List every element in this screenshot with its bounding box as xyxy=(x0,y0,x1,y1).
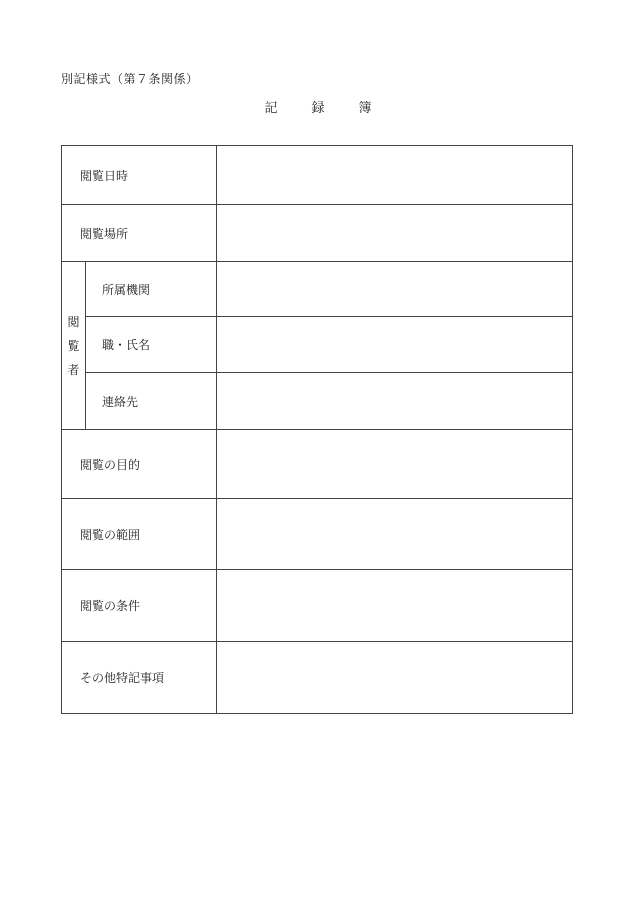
form-style-label: 別記様式（第７条関係） xyxy=(61,72,199,86)
record-table xyxy=(61,145,573,714)
row-label-position-name: 職・氏名 xyxy=(86,317,217,373)
viewer-group-char: 者 xyxy=(67,362,80,377)
field-viewing-place[interactable] xyxy=(217,205,573,262)
field-position-name[interactable] xyxy=(217,317,573,373)
title-char: 録 xyxy=(311,101,325,116)
row-label-viewing-datetime: 閲覧日時 xyxy=(62,146,217,205)
title-char: 簿 xyxy=(358,101,372,116)
field-conditions[interactable] xyxy=(217,570,573,642)
table-row xyxy=(62,146,573,205)
row-label-conditions: 閲覧の条件 xyxy=(62,570,217,642)
row-label-viewing-place: 閲覧場所 xyxy=(62,205,217,262)
table-row xyxy=(62,642,573,714)
row-label-affiliation: 所属機関 xyxy=(86,262,217,317)
table-row xyxy=(62,205,573,262)
row-label-other-notes: その他特記事項 xyxy=(62,642,217,714)
row-label-contact: 連絡先 xyxy=(86,373,217,430)
row-label-scope: 閲覧の範囲 xyxy=(62,499,217,570)
field-affiliation[interactable] xyxy=(217,262,573,317)
document-title xyxy=(0,97,630,116)
field-scope[interactable] xyxy=(217,499,573,570)
table-row xyxy=(62,430,573,499)
title-char: 記 xyxy=(264,101,278,116)
field-purpose[interactable] xyxy=(217,430,573,499)
table-row xyxy=(62,499,573,570)
table-row xyxy=(62,373,573,430)
field-viewing-datetime[interactable] xyxy=(217,146,573,205)
row-label-purpose: 閲覧の目的 xyxy=(62,430,217,499)
table-row xyxy=(62,570,573,642)
field-other-notes[interactable] xyxy=(217,642,573,714)
viewer-group-char: 閲 xyxy=(67,314,80,329)
table-row xyxy=(62,262,573,317)
field-contact[interactable] xyxy=(217,373,573,430)
viewer-group-char: 覧 xyxy=(67,338,80,353)
viewer-group-label xyxy=(62,262,86,430)
table-row xyxy=(62,317,573,373)
